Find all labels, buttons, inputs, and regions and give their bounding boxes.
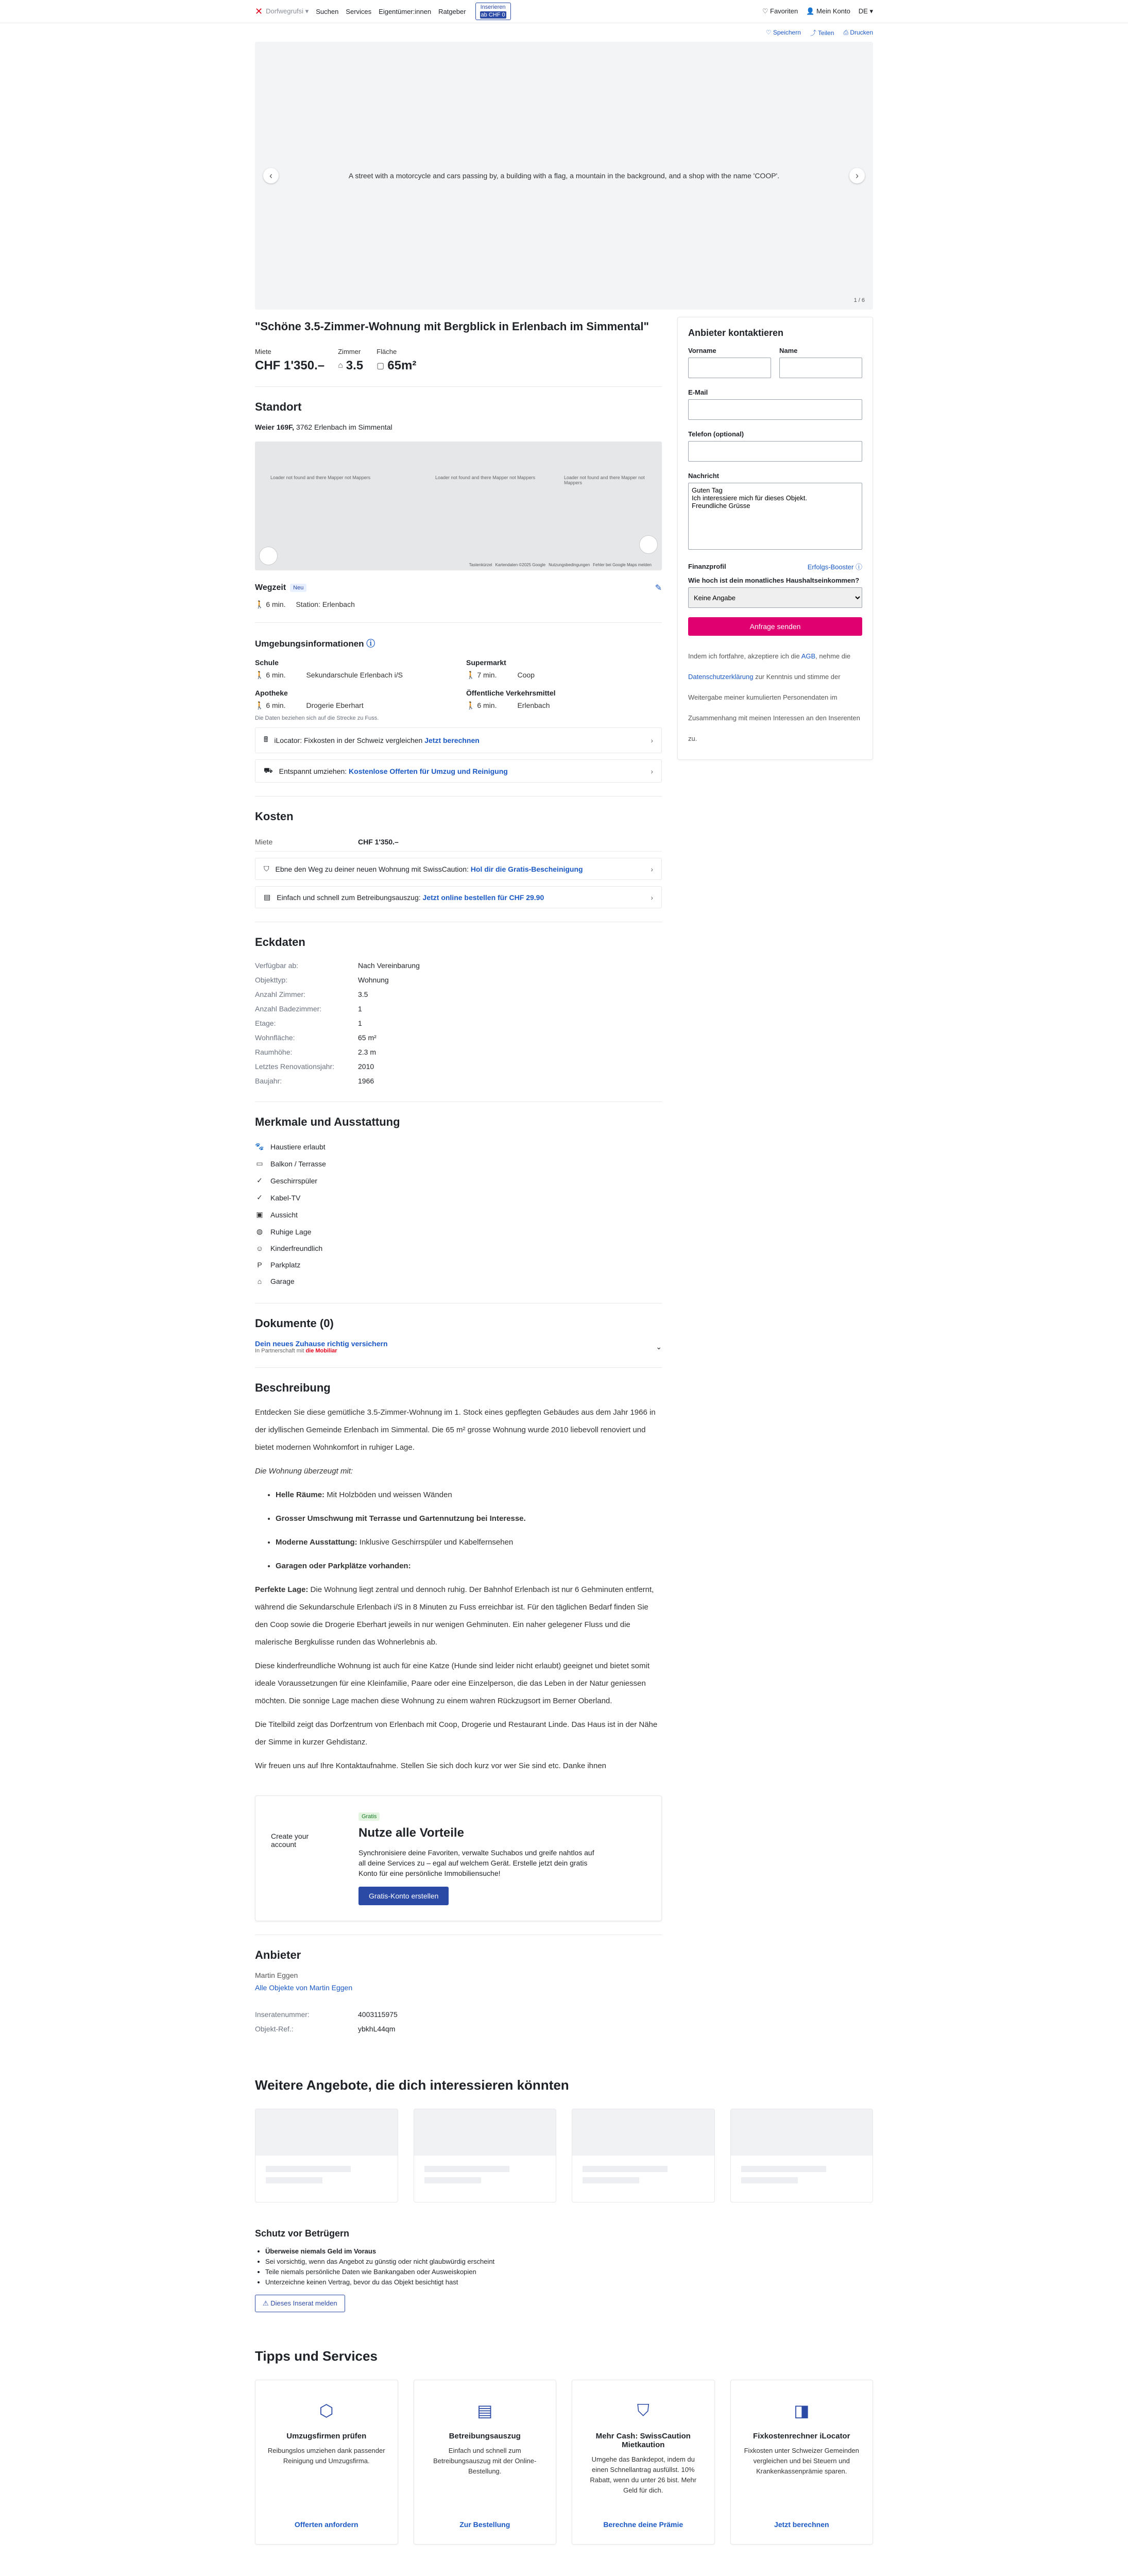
key-rooms — [338, 348, 363, 373]
more-offers — [255, 2109, 873, 2202]
shield-icon: ⛉ — [637, 2401, 650, 2419]
feature-item — [255, 1189, 662, 1206]
main-nav — [316, 8, 466, 15]
finance-label: Finanzprofil — [688, 563, 726, 570]
features-list — [255, 1138, 662, 1290]
eckdaten-key: Baujahr: — [255, 1077, 282, 1085]
firstname-input[interactable] — [688, 358, 771, 378]
provider — [255, 1971, 662, 2036]
feature-label: Kinderfreundlich — [270, 1244, 323, 1252]
cost-label: Miete — [255, 838, 273, 846]
eckdaten-row — [255, 1074, 662, 1088]
email-input[interactable] — [688, 399, 862, 420]
provider-row-value: ybkhL44qm — [358, 2025, 396, 2033]
bullet-bold: Grosser Umschwung mit Terrasse und Gartennutzung bei Interesse. — [276, 1514, 526, 1523]
nav-suchen[interactable]: Suchen — [316, 7, 339, 15]
eckdaten-value: Wohnung — [358, 976, 389, 984]
key-area — [377, 348, 416, 373]
eckdaten-key: Etage: — [255, 1019, 276, 1027]
privacy-link[interactable]: Datenschutzerklärung — [688, 673, 754, 681]
offer-card-placeholder[interactable] — [572, 2109, 715, 2202]
mobiliar-sub-text: In Partnerschaft mit — [255, 1348, 304, 1354]
chevron-right-icon: › — [651, 893, 653, 902]
eckdaten-key: Objekttyp: — [255, 976, 288, 984]
offer-card-placeholder[interactable] — [414, 2109, 557, 2202]
favoriten-link[interactable]: ♡ Favoriten — [762, 7, 798, 15]
costs-heading: Kosten — [255, 810, 294, 823]
provider-row-key: Inseratenummer: — [255, 2010, 310, 2019]
inserieren-button[interactable] — [475, 3, 511, 20]
tip-link[interactable]: Berechne deine Prämie — [603, 2520, 683, 2529]
tip-text: Reibungslos umziehen dank passender Reinigung und Umzugsfirma. — [267, 2447, 385, 2465]
eckdaten-key: Anzahl Badezimmer: — [255, 1005, 322, 1013]
finance-profile — [688, 562, 862, 571]
map-footer-item[interactable]: Tastenkürzel — [469, 563, 492, 567]
tip-title: Umzugsfirmen prüfen — [286, 2432, 367, 2441]
document-icon: ▤ — [477, 2401, 493, 2420]
cost-value: CHF 1'350.– — [358, 838, 399, 846]
phone-label: Telefon (optional) — [688, 430, 744, 438]
env-title: Supermarkt — [466, 658, 506, 667]
tip-link[interactable]: Jetzt berechnen — [774, 2520, 829, 2529]
brand[interactable] — [255, 6, 309, 17]
account-title: Nutze alle Vorteile — [358, 1826, 464, 1840]
feature-item — [255, 1240, 662, 1257]
document-icon: ▤ — [264, 893, 271, 901]
tip-title: Mehr Cash: SwissCaution Mietkaution — [595, 2432, 691, 2449]
income-question: Wie hoch ist dein monatliches Haushaltseinkommen? — [688, 577, 860, 584]
edit-icon[interactable]: ✎ — [655, 584, 662, 592]
eckdaten-row — [255, 1002, 662, 1016]
provider-name: Martin Eggen — [255, 1971, 298, 1979]
walk-icon: 🚶 6 min. — [255, 600, 286, 608]
description-bullet — [276, 1486, 662, 1504]
environment-grid — [255, 658, 662, 710]
description-bullets — [255, 1486, 662, 1575]
save-label: Speichern — [773, 29, 801, 36]
swisscaution-text: Ebne den Weg zu deiner neuen Wohnung mit SwissCaution: — [275, 865, 469, 873]
info-icon[interactable]: ⓘ — [366, 639, 375, 649]
map-label: Loader not found and there Mapper not Mappers — [435, 475, 536, 480]
cost-row — [255, 833, 662, 852]
new-badge: Neu — [290, 584, 306, 592]
wegzeit-time: 6 min. — [266, 600, 286, 608]
key-area-label: Fläche — [377, 348, 397, 355]
provider-listings-link[interactable]: Alle Objekte von Martin Eggen — [255, 1984, 353, 1992]
tip-link[interactable]: Zur Bestellung — [459, 2520, 510, 2529]
account-promo — [255, 1795, 662, 1921]
offer-card-placeholder[interactable] — [255, 2109, 398, 2202]
map-footer-item[interactable]: Nutzungsbedingungen — [549, 563, 590, 567]
divider — [255, 1367, 662, 1368]
scam-bold: Überweise niemals Geld im Voraus — [265, 2247, 377, 2255]
logo-icon: ✕ — [255, 6, 263, 16]
listing-title: "Schöne 3.5-Zimmer-Wohnung mit Bergblick in Erlenbach im Simmental" — [255, 320, 649, 333]
feature-item — [255, 1206, 662, 1223]
side-column — [677, 317, 873, 2036]
privacy-post: zur Kenntnis und stimme der Weitergabe meiner kumulierten Personendaten im Zusammenhang mit meinen Interessen an den Inserenten zu. — [688, 673, 860, 742]
booster-link[interactable] — [808, 562, 862, 571]
map-label: Loader not found and there Mapper not Mappers — [564, 475, 645, 485]
eckdaten-key: Raumhöhe: — [255, 1048, 293, 1056]
ilocator-box[interactable] — [255, 727, 662, 753]
agb-link[interactable]: AGB — [801, 652, 816, 660]
scam-item: • Sei vorsichtig, wenn das Angebot zu günstig oder nicht glaubwürdig erscheint — [265, 2257, 873, 2267]
documents-heading: Dokumente (0) — [255, 1317, 334, 1330]
feature-icon: ◍ — [256, 1227, 263, 1235]
feature-item — [255, 1257, 662, 1273]
eckdaten-row — [255, 958, 662, 973]
address-street: Weier 169F, — [255, 423, 295, 431]
walk-icon: 🚶 6 min. — [255, 671, 286, 679]
ilocator-link[interactable]: Jetzt berechnen — [424, 736, 480, 744]
walk-icon: 🚶 6 min. — [466, 701, 497, 709]
betreibung-text: Einfach und schnell zum Betreibungsauszug: — [277, 893, 421, 902]
feature-item — [255, 1172, 662, 1189]
provider-row — [255, 2007, 662, 2022]
mobiliar-logo: die Mobiliar — [305, 1348, 337, 1354]
scam-item — [265, 2246, 873, 2257]
tip-text: Fixkosten unter Schweizer Gemeinden vergleichen und bei Steuern und Krankenkassenprämie sparen. — [744, 2447, 859, 2475]
eckdaten-key: Anzahl Zimmer: — [255, 990, 306, 998]
env-name: Sekundarschule Erlenbach i/S — [306, 671, 403, 679]
key-rooms-value: 3.5 — [346, 359, 364, 372]
share-label: Teilen — [818, 29, 834, 37]
standort-heading: Standort — [255, 400, 302, 413]
scam-protection — [255, 2228, 873, 2312]
shield-icon: ⛉ — [264, 865, 269, 873]
scam-item: • Teile niemals persönliche Daten wie Bankangaben oder Ausweiskopien — [265, 2267, 873, 2277]
more-offers-heading: Weitere Angebote, die dich interessieren könnten — [255, 2077, 569, 2093]
env-name: Drogerie Eberhart — [306, 701, 364, 709]
wegzeit-station: Station: Erlenbach — [296, 600, 355, 608]
eckdaten-key: Letztes Renovationsjahr: — [255, 1062, 335, 1071]
env-title: Apotheke — [255, 689, 288, 697]
environment-heading — [255, 636, 662, 649]
address — [255, 423, 662, 431]
info-icon: ⓘ — [855, 563, 862, 571]
env-name: Coop — [517, 671, 535, 679]
key-rent-value: CHF 1'350.– — [255, 359, 325, 372]
feature-icon: ☺ — [255, 1244, 264, 1252]
env-time: 6 min. — [477, 701, 497, 709]
privacy-mid: , nehme die — [815, 652, 851, 660]
main-column — [255, 317, 662, 2036]
env-item — [466, 658, 662, 680]
brand-label: Dorfwegrufsi ▾ — [266, 7, 309, 15]
environment-heading-label: Umgebungsinformationen — [255, 639, 364, 649]
feature-item — [255, 1138, 662, 1155]
key-rooms-label: Zimmer — [338, 348, 361, 355]
eckdaten-value: 1966 — [358, 1077, 374, 1085]
gallery-next-icon[interactable]: › — [849, 168, 865, 183]
eckdaten-row — [255, 987, 662, 1002]
income-select[interactable] — [688, 587, 862, 608]
feature-item — [255, 1273, 662, 1290]
feature-icon: ✓ — [257, 1176, 263, 1184]
wegzeit-row — [255, 600, 662, 609]
privacy-text — [688, 646, 862, 749]
map[interactable] — [255, 442, 662, 570]
description-bullet — [276, 1557, 662, 1575]
divider — [255, 622, 662, 623]
firstname-label: Vorname — [688, 347, 716, 354]
offer-card-placeholder[interactable] — [730, 2109, 874, 2202]
provider-row-value: 4003115975 — [358, 2010, 398, 2019]
booster-label: Erfolgs-Booster — [807, 563, 854, 571]
swisscaution-box[interactable] — [255, 858, 662, 880]
features-heading: Merkmale und Ausstattung — [255, 1115, 400, 1128]
feature-label: Parkplatz — [270, 1261, 301, 1269]
header-right — [762, 7, 873, 15]
eckdaten-value: 2.3 m — [358, 1048, 377, 1056]
chevron-down-icon[interactable]: ⌄ — [656, 1342, 662, 1351]
description-paragraph: Diese kinderfreundliche Wohnung ist auch für eine Katze (Hunde sind leider nicht erlaubt) geeignet und bietet somit ideale Voraussetzungen für eine Kleinfamilie, Paare oder eine Einzelperson, die das Leben in der Natur geniessen möchten. Die sonnige Lage machen diese Wohnung zu einem wahren Rückzugsort im Berner Oberland. — [255, 1662, 650, 1705]
gallery-image-description: A street with a motorcycle and cars passing by, a building with a flag, a mountain in the background, and a shop with the name 'COOP'. — [348, 172, 780, 180]
bullet-text: Inklusive Geschirrspüler und Kabelfernsehen — [357, 1538, 514, 1547]
feature-item — [255, 1223, 662, 1240]
account-link[interactable]: 👤 Mein Konto — [806, 7, 850, 15]
message-input[interactable] — [688, 483, 862, 550]
address-city: 3762 Erlenbach im Simmental — [296, 423, 392, 431]
rooms-icon: ⌂ — [338, 361, 343, 370]
env-item — [255, 689, 451, 710]
send-request-button[interactable]: Anfrage senden — [688, 617, 862, 636]
mobiliar-sub — [255, 1348, 388, 1354]
tip-title: Fixkostenrechner iLocator — [753, 2432, 850, 2441]
tip-card — [255, 2380, 398, 2545]
walk-icon: 🚶 7 min. — [466, 671, 497, 679]
description-bullet — [276, 1534, 662, 1551]
description-paragraph: Die Titelbild zeigt das Dorfzentrum von Erlenbach mit Coop, Drogerie und Restaurant Linde. Das Haus ist in der Nähe der Simme in kurzer Gehdistanz. — [255, 1720, 658, 1747]
feature-label: Haustiere erlaubt — [270, 1142, 326, 1151]
account-text: Synchronisiere deine Favoriten, verwalte Suchabos und greife nahtlos auf all deine Services zu – egal auf welchem Gerät. Erstelle jetzt dein gratis Konto für eine persönliche Immobiliensuche! — [358, 1849, 594, 1877]
tip-card — [414, 2380, 557, 2545]
environment-note: Die Daten beziehen sich auf die Strecke zu Fuss. — [255, 715, 379, 721]
lastname-label: Name — [779, 347, 798, 354]
photo-gallery[interactable] — [255, 42, 873, 310]
description-bullet — [276, 1510, 662, 1528]
tip-link[interactable]: Offerten anfordern — [294, 2520, 358, 2529]
moving-box[interactable] — [255, 759, 662, 783]
bullet-text: Mit Holzböden und weissen Wänden — [324, 1490, 452, 1499]
lage-bold: Perfekte Lage: — [255, 1585, 309, 1594]
share-button[interactable]: ⤴ Teilen — [810, 29, 834, 37]
eckdaten-key: Wohnfläche: — [255, 1033, 295, 1042]
description-paragraph: Entdecken Sie diese gemütliche 3.5-Zimmer-Wohnung im 1. Stock eines gepflegten Gebäudes aus dem Jahr 1966 in der idyllischen Gemeinde Erlenbach im Simmental. Die 65 m² grosse Wohnung wurde 2010 liebevoll renoviert und bietet modernen Wohnkomfort in ruhiger Lage. — [255, 1408, 656, 1452]
chevron-right-icon: › — [651, 767, 653, 775]
key-facts — [255, 348, 662, 373]
eckdaten-row — [255, 1016, 662, 1030]
area-icon: ▢ — [377, 362, 385, 370]
scam-heading: Schutz vor Betrügern — [255, 2228, 350, 2239]
key-rent-label: Miete — [255, 348, 271, 355]
eckdaten-value: Nach Vereinbarung — [358, 961, 420, 970]
tips-heading: Tipps und Services — [255, 2348, 378, 2364]
account-promo-image: Create your account — [271, 1832, 309, 1849]
ilocator-text: iLocator: Fixkosten in der Schweiz vergleichen — [274, 736, 423, 744]
map-label: Loader not found and there Mapper not Mappers — [270, 475, 371, 480]
env-time: 6 min. — [266, 701, 286, 709]
calculator-icon: 🖩 — [264, 735, 268, 743]
betreibung-box[interactable] — [255, 886, 662, 908]
tip-text: Umgehe das Bankdepot, indem du einen Schnellantrag ausfüllst. 10% Rabatt, wenn du unter 26 bist. Mehr Geld für dich. — [590, 2455, 697, 2494]
inserieren-label: Inserieren — [480, 4, 506, 10]
key-rent — [255, 348, 324, 373]
nav-services[interactable]: Services — [346, 7, 372, 15]
betreibung-link[interactable]: Jetzt online bestellen für CHF 29.90 — [422, 893, 544, 902]
chevron-right-icon: › — [651, 865, 653, 873]
message-label: Nachricht — [688, 472, 719, 480]
eckdaten-value: 65 m² — [358, 1033, 377, 1042]
scam-item: • Unterzeichne keinen Vertrag, bevor du das Objekt besichtigt hast — [265, 2277, 873, 2287]
action-bar — [0, 23, 1128, 42]
description-paragraph — [255, 1581, 662, 1651]
moving-link[interactable]: Kostenlose Offerten für Umzug und Reinigung — [349, 767, 508, 775]
feature-label: Garage — [270, 1277, 295, 1285]
nav-ratgeber[interactable]: Ratgeber — [438, 7, 466, 15]
print-button[interactable]: ⎙ Drucken — [843, 28, 873, 36]
email-label: E-Mail — [688, 388, 708, 396]
top-header — [0, 0, 1128, 23]
env-name: Erlenbach — [517, 701, 550, 709]
create-account-button[interactable]: Gratis-Konto erstellen — [358, 1887, 449, 1905]
tip-text: Einfach und schnell zum Betreibungsauszug mit der Online-Bestellung. — [433, 2447, 537, 2475]
tip-card — [572, 2380, 715, 2545]
tip-title: Betreibungsauszug — [449, 2432, 521, 2441]
feature-icon: 🐾 — [255, 1142, 264, 1150]
eckdaten-heading: Eckdaten — [255, 936, 305, 948]
scam-list — [255, 2246, 873, 2287]
feature-label: Geschirrspüler — [270, 1176, 318, 1185]
eckdaten-value: 1 — [358, 1019, 362, 1027]
bullet-bold: Moderne Ausstattung: — [276, 1538, 357, 1547]
chevron-right-icon: › — [651, 736, 653, 744]
print-label: Drucken — [850, 28, 873, 36]
feature-icon: P — [257, 1261, 262, 1269]
feature-label: Ruhige Lage — [270, 1227, 312, 1236]
env-time: 6 min. — [266, 671, 286, 679]
map-footer-item: Kartendaten ©2025 Google — [495, 563, 546, 567]
divider — [255, 1101, 662, 1102]
eckdaten-key: Verfügbar ab: — [255, 961, 299, 970]
description-heading: Beschreibung — [255, 1381, 331, 1394]
feature-icon: ✓ — [257, 1193, 263, 1201]
env-time: 7 min. — [477, 671, 497, 679]
description — [255, 1404, 662, 1775]
lage-text: Die Wohnung liegt zentral und dennoch ruhig. Der Bahnhof Erlenbach ist nur 6 Gehminuten entfernt, während die Sekundarschule Erlenbach i/S in 8 Minuten zu Fuss erreichbar ist. Für den täglichen Bedarf finden Sie den Coop sowie die Drogerie Eberhart jeweils in nur wenigen Gehminuten. Ein naher gelegener Fluss und die malerische Bergkulisse runden das Wohnerlebnis ab. — [255, 1585, 654, 1647]
mobiliar-title[interactable]: Dein neues Zuhause richtig versichern — [255, 1340, 388, 1348]
contact-heading: Anbieter kontaktieren — [688, 328, 784, 338]
description-paragraph: Wir freuen uns auf Ihre Kontaktaufnahme. Stellen Sie sich doch kurz vor wer Sie sind etc. Danke ihnen — [255, 1761, 607, 1770]
free-badge: Gratis — [358, 1812, 380, 1821]
map-control-icon[interactable] — [259, 547, 278, 565]
eckdaten-value: 2010 — [358, 1062, 374, 1071]
wegzeit-label: Wegzeit — [255, 583, 286, 592]
nav-eigentuemer[interactable]: Eigentümer:innen — [379, 7, 432, 15]
wegzeit-header — [255, 583, 662, 593]
divider — [255, 386, 662, 387]
env-item — [466, 689, 662, 710]
favoriten-label: Favoriten — [770, 7, 798, 15]
eckdaten-value: 3.5 — [358, 990, 368, 998]
contact-form — [677, 317, 873, 760]
eckdaten-row — [255, 973, 662, 987]
report-listing-button[interactable]: ⚠ Dieses Inserat melden — [255, 2295, 345, 2312]
bullet-bold: Garagen oder Parkplätze vorhanden: — [276, 1562, 411, 1570]
gallery-prev-icon[interactable]: ‹ — [263, 168, 279, 183]
mobiliar-box[interactable] — [255, 1340, 662, 1354]
feature-item — [255, 1155, 662, 1172]
map-icon: ◨ — [794, 2401, 810, 2420]
eckdaten-row — [255, 1030, 662, 1045]
tip-card — [730, 2380, 874, 2545]
feature-icon: ▭ — [256, 1159, 263, 1167]
env-title: Schule — [255, 658, 279, 667]
fullscreen-icon[interactable] — [639, 535, 658, 554]
description-intro: Die Wohnung überzeugt mit: — [255, 1467, 353, 1476]
feature-label: Balkon / Terrasse — [270, 1159, 326, 1168]
provider-row — [255, 2022, 662, 2036]
phone-input[interactable] — [688, 441, 862, 462]
save-button[interactable]: ♡ Speichern — [765, 29, 801, 36]
privacy-pre: Indem ich fortfahre, akzeptiere ich die — [688, 652, 801, 660]
language-select[interactable]: DE ▾ — [858, 7, 873, 15]
map-footer-item[interactable]: Fehler bei Google Maps melden — [593, 563, 652, 567]
lastname-input[interactable] — [779, 358, 862, 378]
feature-icon: ▣ — [256, 1210, 263, 1218]
feature-icon: ⌂ — [257, 1277, 262, 1285]
eckdaten-table — [255, 958, 662, 1088]
provider-heading: Anbieter — [255, 1948, 301, 1961]
map-footer — [469, 563, 652, 567]
box-icon: ⬡ — [319, 2401, 334, 2420]
key-area-value: 65m² — [387, 359, 417, 372]
feature-label: Aussicht — [270, 1210, 298, 1219]
eckdaten-row — [255, 1045, 662, 1059]
inserieren-price: ab CHF 0 — [481, 12, 505, 18]
env-item — [255, 658, 451, 680]
truck-icon: ⛟ — [264, 766, 273, 774]
provider-row-key: Objekt-Ref.: — [255, 2025, 294, 2033]
feature-label: Kabel-TV — [270, 1193, 301, 1202]
bullet-bold: Helle Räume: — [276, 1490, 325, 1499]
moving-text: Entspannt umziehen: — [279, 767, 347, 775]
env-title: Öffentliche Verkehrsmittel — [466, 689, 556, 697]
gallery-counter: 1 / 6 — [853, 297, 865, 303]
eckdaten-value: 1 — [358, 1005, 362, 1013]
account-label: Mein Konto — [816, 7, 850, 15]
swisscaution-link[interactable]: Hol dir die Gratis-Bescheinigung — [470, 865, 583, 873]
tips-cards — [255, 2380, 873, 2545]
eckdaten-row — [255, 1059, 662, 1074]
walk-icon: 🚶 6 min. — [255, 701, 286, 709]
